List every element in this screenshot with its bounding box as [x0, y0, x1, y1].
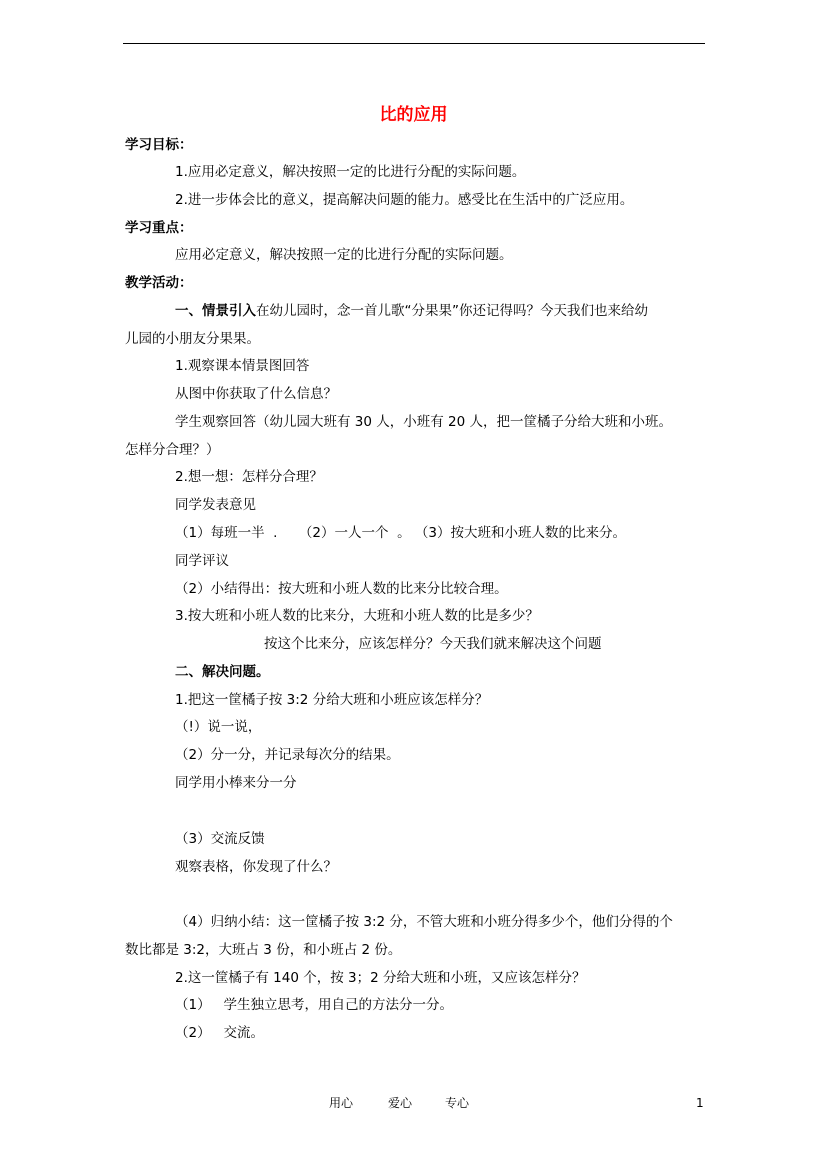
question-1-sticks: 同学用小棒来分一分: [175, 775, 297, 791]
header-rule: [123, 43, 705, 44]
focus-item-1: 应用必定意义，解决按照一定的比进行分配的实际问题。: [175, 247, 513, 263]
goal-item-1: 1.应用必定意义，解决按照一定的比进行分配的实际问题。: [175, 164, 526, 180]
activity-heading: 教学活动：: [125, 275, 193, 291]
focus-heading: 学习重点：: [125, 220, 193, 236]
question-1-say: （!）说一说，: [175, 719, 262, 735]
question-1-conclusion-1: （4）归纳小结：这一筐橘子按 3:2 分，不管大班和小班分得多少个，他们分得的个: [175, 914, 673, 930]
footer-text-1: 用心: [329, 1096, 354, 1110]
step-3: 3.按大班和小班人数的比来分，大班和小班人数的比是多少？: [175, 608, 539, 624]
section-1-heading: 一、情景引入: [175, 303, 256, 319]
step-1-answer-1: 学生观察回答（幼儿园大班有 30 人，小班有 20 人，把一筐橘子分给大班和小班。: [175, 414, 673, 430]
step-1-question: 从图中你获取了什么信息？: [175, 386, 337, 402]
step-3-follow: 按这个比来分，应该怎样分？今天我们就来解决这个问题: [264, 636, 602, 652]
section-1-intro: [175, 301, 648, 321]
step-1: 1.观察课本情景图回答: [175, 358, 310, 374]
step-2-review: 同学评议: [175, 553, 229, 569]
step-2-summary: （2）小结得出：按大班和小班人数的比来分比较合理。: [175, 581, 508, 597]
step-2: 2.想一想：怎样分合理？: [175, 469, 323, 485]
question-1-conclusion-2: 数比都是 3:2，大班占 3 份，和小班占 2 份。: [125, 942, 402, 958]
section-1-intro-text: 在幼儿园时，念一首儿歌“分果果”你还记得吗？今天我们也来给幼: [256, 303, 648, 319]
section-1-intro-cont: 儿园的小朋友分果果。: [125, 331, 260, 347]
page-number: 1: [696, 1096, 704, 1110]
question-1-divide: （2）分一分，并记录每次分的结果。: [175, 747, 400, 763]
question-2-think: （1） 学生独立思考，用自己的方法分一分。: [175, 997, 453, 1013]
step-2-options: （1）每班一半 . （2）一人一个 。 （3）按大班和小班人数的比来分。: [175, 525, 626, 541]
step-2-opinion: 同学发表意见: [175, 497, 256, 513]
question-1-feedback: （3）交流反馈: [175, 831, 265, 847]
question-2-exchange: （2） 交流。: [175, 1025, 264, 1041]
step-1-answer-2: 怎样分合理？）: [125, 442, 220, 458]
footer-text-2: 爱心: [388, 1096, 413, 1110]
question-2: 2.这一筐橘子有 140 个，按 3；2 分给大班和小班，又应该怎样分？: [175, 970, 586, 986]
question-1-observe: 观察表格，你发现了什么？: [175, 859, 337, 875]
page-title: 比的应用: [379, 105, 448, 125]
footer-text-3: 专心: [445, 1096, 470, 1110]
section-2-heading: 二、解决问题。: [175, 664, 270, 680]
question-1: 1.把这一筐橘子按 3:2 分给大班和小班应该怎样分？: [175, 692, 489, 708]
goals-heading: 学习目标：: [125, 137, 193, 153]
goal-item-2: 2.进一步体会比的意义，提高解决问题的能力。感受比在生活中的广泛应用。: [175, 192, 634, 208]
